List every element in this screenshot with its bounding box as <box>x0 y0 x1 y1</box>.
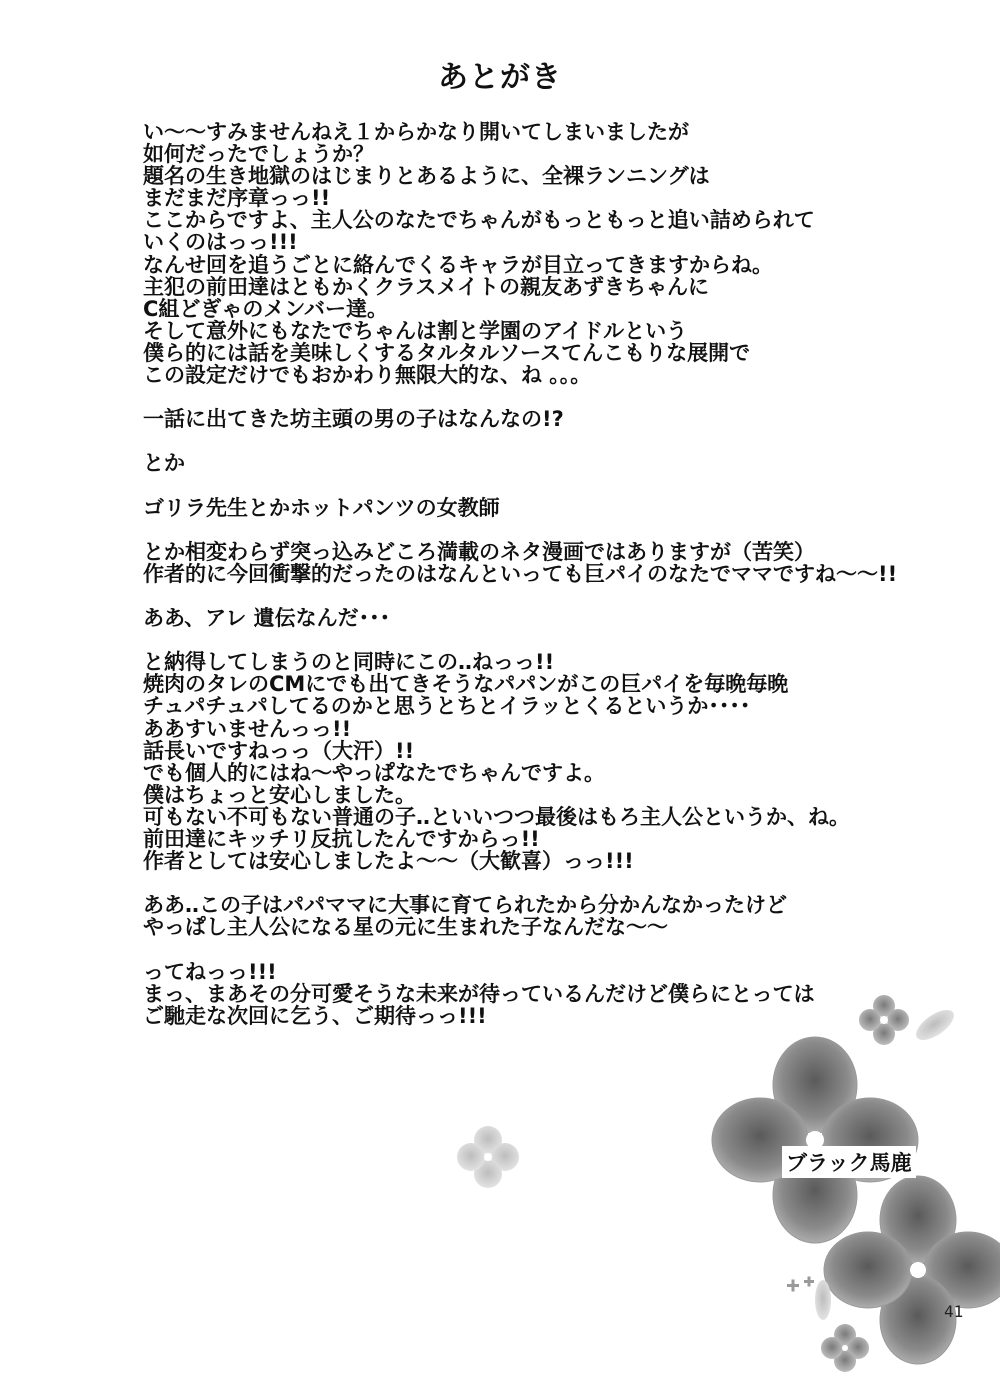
body-line: 主犯の前田達はともかくクラスメイトの親友あずきちゃんに <box>143 274 709 299</box>
body-line: ああすいませんっっ!! <box>143 716 352 741</box>
body-line: そして意外にもなたでちゃんは割と学園のアイドルという <box>143 318 688 343</box>
body-line: C組どぎゃのメンバー達。 <box>143 296 388 321</box>
body-line: 焼肉のタレのCMにでも出てきそうなパパンがこの巨パイを毎晩毎晩 <box>143 672 789 697</box>
body-line: 作者としては安心しましたよ～～（大歓喜）っっ!!! <box>143 849 634 874</box>
body-line: 前田達にキッチリ反抗したんですからっ!! <box>143 827 540 851</box>
body-line: とか <box>143 451 185 476</box>
body-line: まっ、まあその分可愛そうな未来が待っているんだけど僕らにとっては <box>143 981 815 1006</box>
body-line: 題名の生き地獄のはじまりとあるように、全裸ランニングは <box>143 164 710 189</box>
body-line: ってねっっ!!! <box>143 959 277 984</box>
small-flower-bottom <box>821 1324 869 1372</box>
body-line: 如何だったでしょうか？ <box>143 142 374 167</box>
body-line: 一話に出てきた坊主頭の男の子はなんなの!? <box>143 407 564 432</box>
body-line: この設定だけでもおかわり無限大的な、ね 。。。 <box>143 363 592 388</box>
leaf-bottom <box>815 1280 831 1320</box>
body-line: ああ‥この子はパパママに大事に育てられたから分かんなかったけど <box>143 893 788 918</box>
body-line: 作者的に今回衝撃的だったのはなんといっても巨パイのなたでママですね～～!! <box>143 561 898 586</box>
small-flower-top <box>859 995 909 1045</box>
page-title: あとがき <box>438 60 562 95</box>
leaf-top <box>911 1004 959 1046</box>
body-line: いくのはっっ!!! <box>143 230 298 255</box>
body-line: と納得してしまうのと同時にこの‥ねっっ!! <box>143 650 555 675</box>
body-line: 可もない不可もない普通の子‥といいつつ最後はもろ主人公というか、ね。 <box>143 804 851 829</box>
body-line: まだまだ序章っっ!! <box>143 186 331 211</box>
body-line: 話長いですねっっ（大汗）!! <box>143 738 415 763</box>
body-line: でも個人的にはね～やっぱなたでちゃんですよ。 <box>143 760 605 785</box>
body-line: ここからですよ、主人公のなたでちゃんがもっともっと追い詰められて <box>143 208 815 233</box>
body-line: ゴリラ先生とかホットパンツの女教師 <box>143 495 500 520</box>
author-name: ブラック馬鹿 <box>782 1146 916 1178</box>
body-line: とか相変わらず突っ込みどころ満載のネタ漫画ではありますが（苦笑） <box>143 539 815 564</box>
body-line: い～～すみませんねえ１からかなり開いてしまいましたが <box>143 120 689 144</box>
body-line: ああ、アレ 遺伝なんだ･･･ <box>143 606 391 631</box>
body-line: 僕ら的には話を美味しくするタルタルソースてんこもりな展開で <box>143 340 751 365</box>
body-line: チュパチュパしてるのかと思うとちとイラッとくるというか････ <box>143 694 751 719</box>
sparkle-cross <box>787 1277 814 1292</box>
body-line: なんせ回を追うごとに絡んでくるキャラが目立ってきますからね。 <box>143 252 773 277</box>
body-line: やっぱし主人公になる星の元に生まれた子なんだな～～ <box>143 915 668 940</box>
body-line: ご馳走な次回に乞う、ご期待っっ!!! <box>143 1003 487 1028</box>
page-number: 41 <box>944 1302 964 1321</box>
light-flower-middle <box>457 1126 519 1188</box>
body-line: 僕はちょっと安心しました。 <box>143 782 416 807</box>
